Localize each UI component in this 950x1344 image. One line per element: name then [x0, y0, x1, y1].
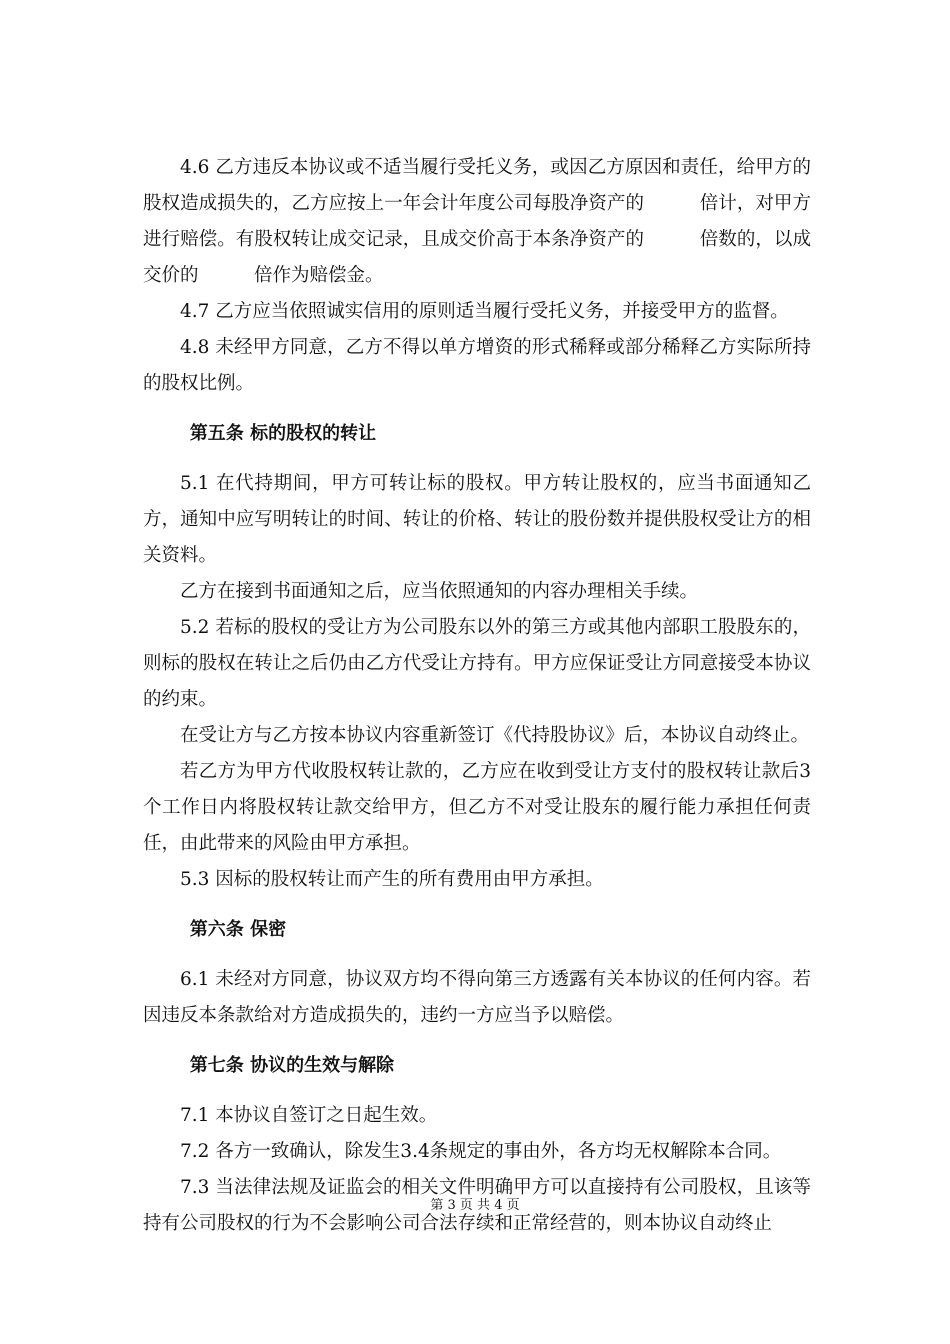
document-body — [143, 150, 811, 1242]
article-6-heading: 第六条 保密 — [189, 919, 287, 940]
clause-4-8: 4.8 未经甲方同意，乙方不得以单方增资的形式稀释或部分稀释乙方实际所持的股权比例。 — [143, 337, 811, 394]
article-5-heading: 第五条 标的股权的转让 — [189, 423, 377, 444]
article-7-heading: 第七条 协议的生效与解除 — [189, 1055, 395, 1076]
clause-4-6: 4.6 乙方违反本协议或不适当履行受托义务，或因乙方原因和责任，给甲方的股权造成损失的，乙方应按上一年会计年度公司每股净资产的 倍计，对甲方进行赔偿。有股权转让成交记录，且成交价高于本条净资产的 倍数的，以成交价的 倍作为赔偿金。 — [143, 157, 811, 286]
clause-7-3: 7.3 当法律法规及证监会的相关文件明确甲方可以直接持有公司股权，且该等持有公司股权的行为不会影响公司合法存续和正常经营的，则本协议自动终止 — [143, 1177, 811, 1234]
clause-7-2: 7.2 各方一致确认，除发生3.4条规定的事由外，各方均无权解除本合同。 — [180, 1141, 782, 1162]
clause-6-1: 6.1 未经对方同意，协议双方均不得向第三方透露有关本协议的任何内容。若因违反本条款给对方造成损失的，违约一方应当予以赔偿。 — [143, 969, 811, 1026]
clause-7-1: 7.1 本协议自签订之日起生效。 — [180, 1105, 438, 1126]
clause-4-7: 4.7 乙方应当依照诚实信用的原则适当履行受托义务，并接受甲方的监督。 — [180, 301, 789, 322]
clause-5-2-termination: 在受让方与乙方按本协议内容重新签订《代持股协议》后，本协议自动终止。 — [180, 725, 810, 746]
clause-5-1-notice: 乙方在接到书面通知之后，应当依照通知的内容办理相关手续。 — [180, 581, 699, 602]
clause-5-1: 5.1 在代持期间，甲方可转让标的股权。甲方转让股权的，应当书面通知乙方，通知中应写明转让的时间、转让的价格、转让的股份数并提供股权受让方的相关资料。 — [143, 473, 811, 566]
page-number-footer: 第 3 页 共 4 页 — [430, 1198, 520, 1213]
clause-5-2-payment: 若乙方为甲方代收股权转让款的，乙方应在收到受让方支付的股权转让款后3个工作日内将股权转让款交给甲方，但乙方不对受让股东的履行能力承担任何责任，由此带来的风险由甲方承担。 — [143, 761, 811, 854]
clause-5-2: 5.2 若标的股权的受让方为公司股东以外的第三方或其他内部职工股股东的，则标的股权在转让之后仍由乙方代受让方持有。甲方应保证受让方同意接受本协议的约束。 — [143, 617, 811, 710]
clause-5-3: 5.3 因标的股权转让而产生的所有费用由甲方承担。 — [180, 869, 604, 890]
